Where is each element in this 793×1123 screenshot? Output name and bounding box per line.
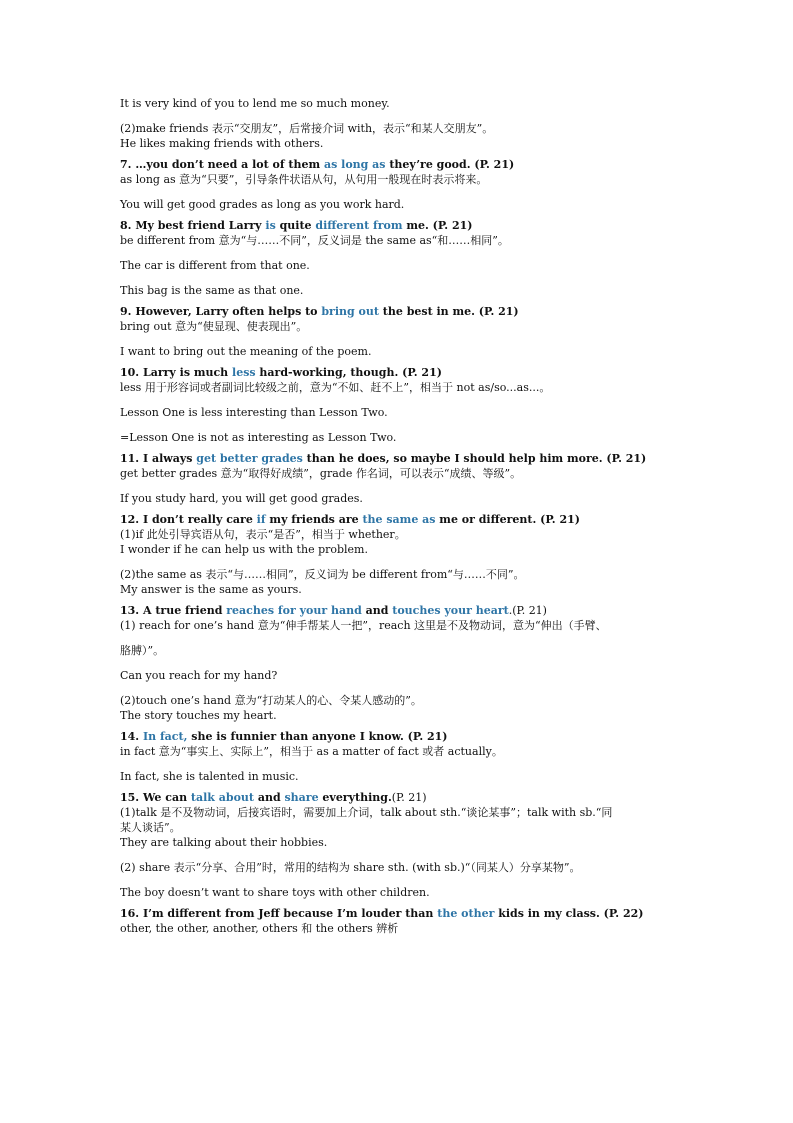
example-sentence: Lesson One is less interesting than Lesson Two. (120, 406, 388, 419)
note-line: (1)if 此处引导宾语从句，表示“是否”，相当于 whether。 (120, 528, 406, 541)
key-phrase: talk about (190, 791, 254, 804)
section-heading-14: 14. In fact, she is funnier than anyone I know. (P. 21) (120, 730, 448, 743)
section-heading-7: 7. …you don’t need a lot of them as long as they’re good. (P. 21) (120, 158, 515, 171)
example-sentence: In fact, she is talented in music. (120, 770, 299, 783)
example-sentence: I wonder if he can help us with the problem. (120, 543, 368, 556)
section-heading-11: 11. I always get better grades than he does, so maybe I should help him more. (P. 21) (120, 452, 647, 465)
example-sentence: The story touches my heart. (120, 709, 277, 722)
example-sentence: =Lesson One is not as interesting as Lesson Two. (120, 431, 397, 444)
note-line: get better grades 意为“取得好成绩”，grade 作名词，可以表示“成绩、等级”。 (120, 467, 522, 480)
section-heading-16: 16. I’m different from Jeff because I’m louder than the other kids in my class. (P. 22) (120, 907, 644, 920)
example-sentence: You will get good grades as long as you work hard. (120, 198, 405, 211)
note-line: less 用于形容词或者副词比较级之前，意为“不如、赶不上”，相当于 not as/so...as...。 (120, 381, 551, 394)
note-line: (1)talk 是不及物动词，后接宾语时，需要加上介词，talk about sth.“谈论某事”；talk with sb.“同 (120, 806, 613, 819)
key-phrase: different from (315, 219, 403, 232)
note-line: as long as 意为“只要”，引导条件状语从句，从句用一般现在时表示将来。 (120, 173, 488, 186)
section-heading-13: 13. A true friend reaches for your hand and touches your heart.(P. 21) (120, 604, 547, 617)
section-heading-12: 12. I don’t really care if my friends are the same as me or different. (P. 21) (120, 513, 580, 526)
note-line: (1) reach for one’s hand 意为“伸手帮某人一把”，reach 这里是不及物动词，意为“伸出（手臂、 (120, 619, 607, 632)
document-page (120, 96, 680, 936)
section-heading-8: 8. My best friend Larry is quite different from me. (P. 21) (120, 219, 473, 232)
example-sentence: Can you reach for my hand? (120, 669, 278, 682)
note-line: 某人谈话”。 (120, 821, 181, 834)
key-phrase: share (284, 791, 319, 804)
note-line: be different from 意为“与……不同”，反义词是 the same as“和……相同”。 (120, 234, 509, 247)
note-line: (2)touch one’s hand 意为“打动某人的心、令某人感动的”。 (120, 694, 422, 707)
example-sentence: The boy doesn’t want to share toys with other children. (120, 886, 430, 899)
key-phrase: the same as (362, 513, 436, 526)
section-heading-10: 10. Larry is much less hard-working, though. (P. 21) (120, 366, 442, 379)
example-sentence: If you study hard, you will get good grades. (120, 492, 363, 505)
key-phrase: less (232, 366, 256, 379)
note-line: 胳膊）”。 (120, 644, 165, 657)
example-sentence: It is very kind of you to lend me so much money. (120, 97, 390, 110)
example-sentence: He likes making friends with others. (120, 137, 324, 150)
note-line: other, the other, another, others 和 the others 辨析 (120, 922, 399, 935)
key-phrase: if (256, 513, 266, 526)
key-phrase: touches your heart (392, 604, 509, 617)
section-heading-9: 9. However, Larry often helps to bring out the best in me. (P. 21) (120, 305, 519, 318)
key-phrase: is (265, 219, 276, 232)
example-sentence: My answer is the same as yours. (120, 583, 302, 596)
key-phrase: get better grades (196, 452, 303, 465)
note-line: (2) share 表示“分享、合用”时，常用的结构为 share sth. (with sb.)“（同某人）分享某物”。 (120, 861, 581, 874)
section-heading-15: 15. We can talk about and share everything.(P. 21) (120, 791, 427, 804)
note-line: (2)make friends 表示“交朋友”，后常接介词 with，表示“和某人交朋友”。 (120, 122, 494, 135)
example-sentence: They are talking about their hobbies. (120, 836, 328, 849)
key-phrase: In fact, (142, 730, 188, 743)
example-sentence: I want to bring out the meaning of the poem. (120, 345, 372, 358)
example-sentence: The car is different from that one. (120, 259, 310, 272)
note-line: (2)the same as 表示“与……相同”，反义词为 be different from“与……不同”。 (120, 568, 525, 581)
example-sentence: This bag is the same as that one. (120, 284, 304, 297)
key-phrase: reaches for your hand (226, 604, 362, 617)
key-phrase: bring out (321, 305, 379, 318)
note-line: in fact 意为“事实上、实际上”，相当于 as a matter of fact 或者 actually。 (120, 745, 503, 758)
key-phrase: the other (437, 907, 495, 920)
note-line: bring out 意为“使显现、使表现出”。 (120, 320, 308, 333)
key-phrase: as long as (323, 158, 386, 171)
